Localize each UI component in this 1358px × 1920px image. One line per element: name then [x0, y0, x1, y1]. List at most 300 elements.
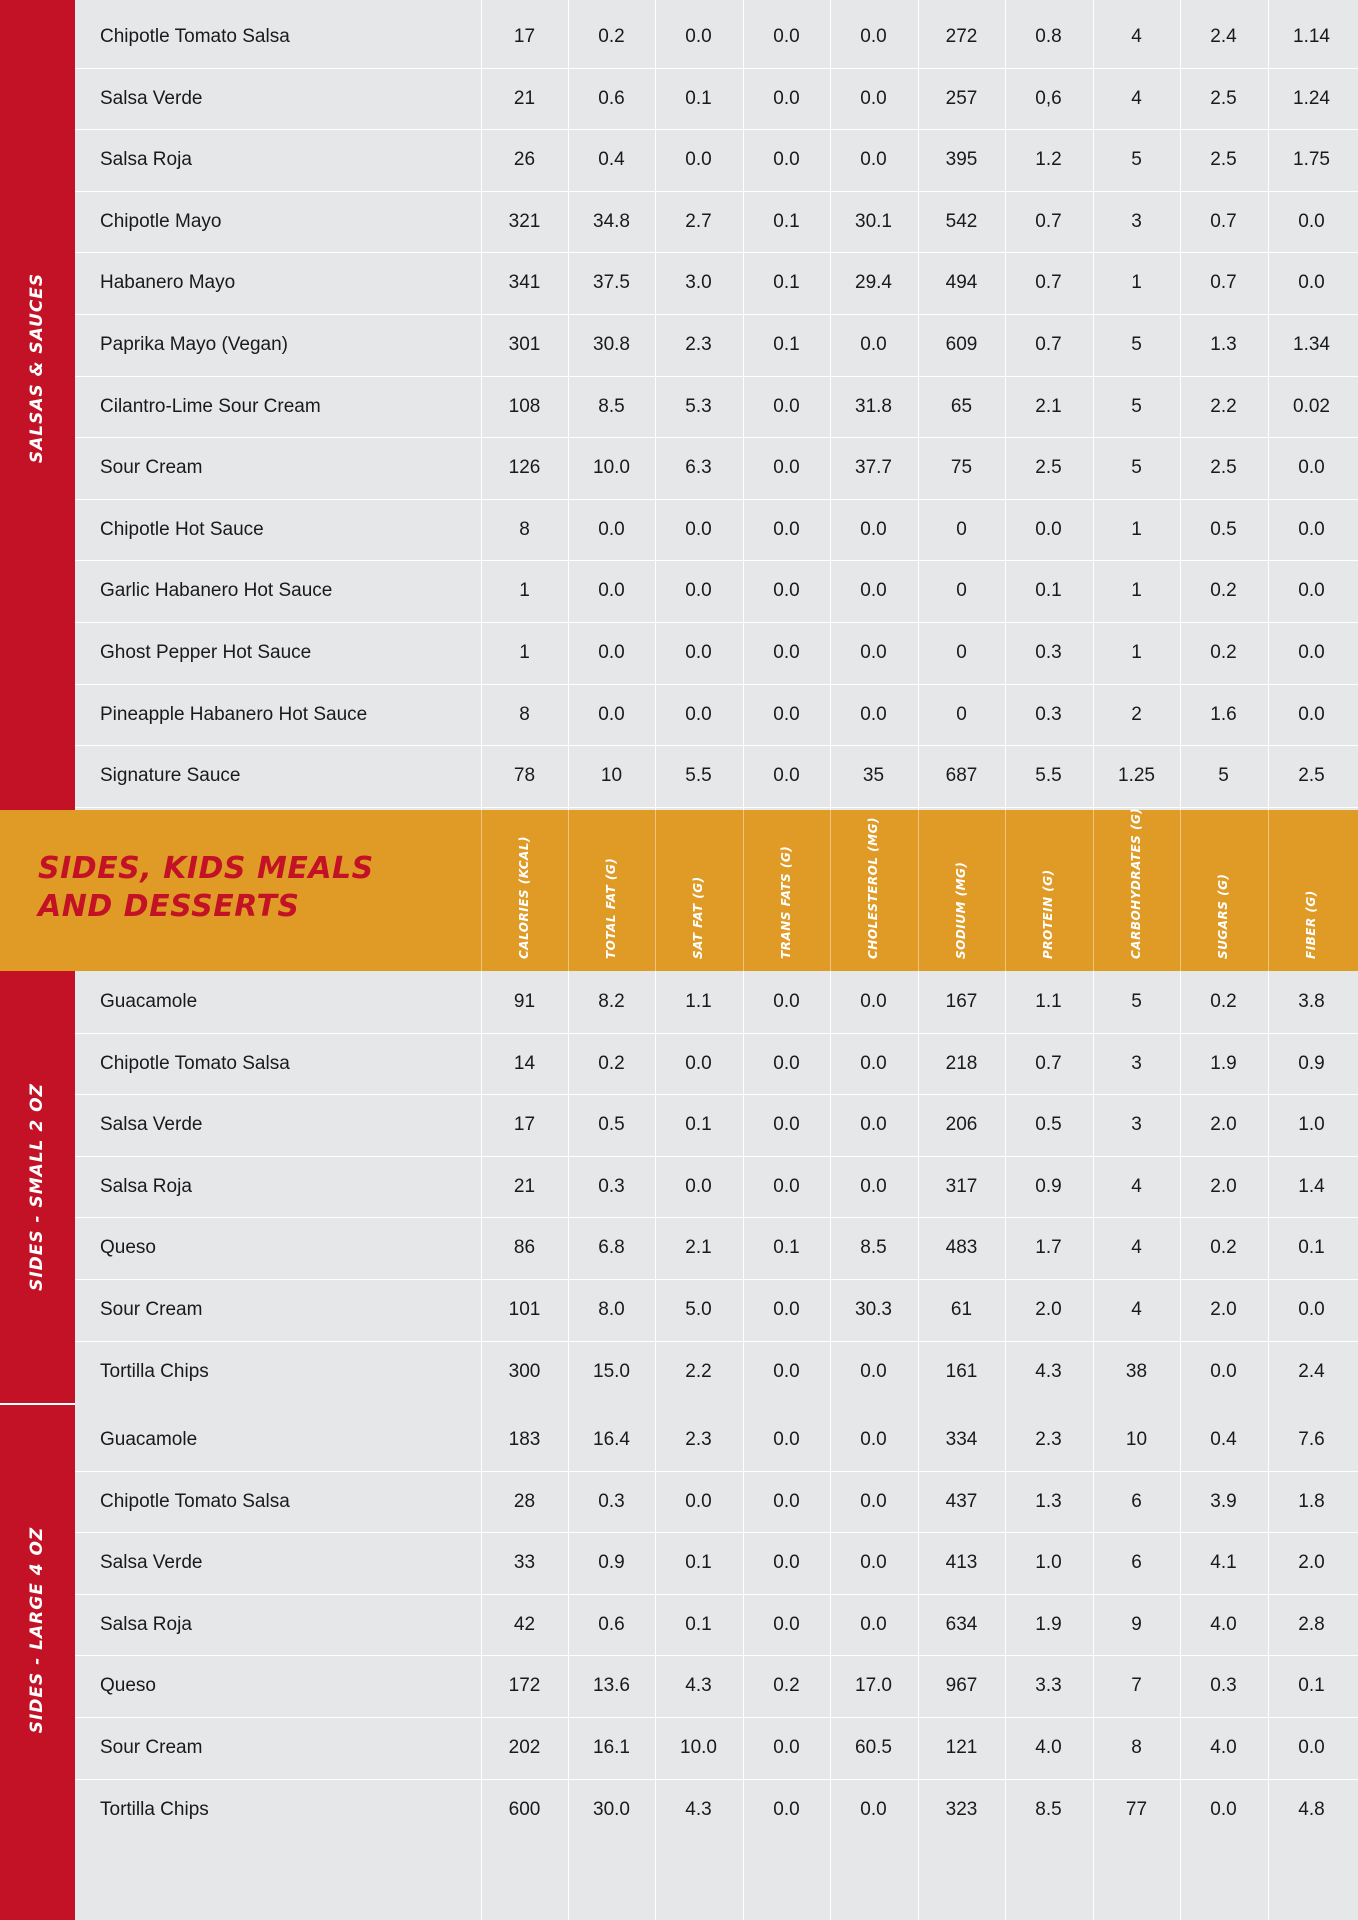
value-cell: 38 [1125, 1360, 1148, 1382]
table-row [75, 1594, 1358, 1655]
table-row [75, 437, 1358, 498]
value-cell: 0.0 [1298, 1737, 1325, 1758]
value-cell: 8 [519, 703, 530, 725]
value-cell: 0.0 [860, 1613, 887, 1635]
item-name: Habanero Mayo [100, 272, 236, 294]
value-cell: 0.2 [1210, 991, 1237, 1012]
value-cell: 413 [945, 1552, 978, 1574]
column-divider [481, 810, 482, 971]
item-name: Guacamole [100, 1429, 198, 1450]
value-cell: 0.0 [773, 457, 800, 479]
value-cell: 0.0 [685, 580, 712, 602]
value-cell: 483 [945, 1237, 978, 1259]
value-cell: 0.02 [1293, 395, 1330, 417]
value-cell: 21 [513, 87, 536, 109]
row-divider [75, 807, 1358, 808]
table-row [75, 68, 1358, 129]
value-cell: 0.0 [860, 642, 887, 663]
value-cell: 1.34 [1293, 334, 1330, 355]
section-separator [0, 1403, 75, 1405]
value-cell: 0.0 [860, 87, 887, 109]
section-header-band [0, 807, 1358, 971]
value-cell: 4.0 [1210, 1737, 1237, 1758]
value-cell: 1.4 [1298, 1175, 1325, 1197]
value-cell: 4.1 [1210, 1552, 1237, 1574]
item-name: Sour Cream [100, 1299, 203, 1320]
value-cell: 0.0 [773, 1052, 800, 1074]
value-cell: 0.1 [773, 334, 800, 355]
value-cell: 0.1 [1035, 580, 1062, 602]
value-cell: 5.5 [1035, 765, 1062, 787]
value-cell: 14 [513, 1052, 536, 1074]
value-cell: 0.1 [773, 210, 800, 232]
value-cell: 7 [1131, 1675, 1142, 1697]
value-cell: 16.1 [593, 1737, 630, 1758]
value-cell: 17 [513, 26, 536, 47]
value-cell: 3.9 [1210, 1490, 1237, 1512]
value-cell: 1.3 [1210, 334, 1237, 355]
value-cell: 5.5 [685, 765, 712, 787]
value-cell: 0.1 [1298, 1675, 1325, 1697]
value-cell: 30.1 [855, 210, 892, 232]
column-header: PROTEIN (G) [1040, 869, 1055, 959]
value-cell: 3.3 [1035, 1675, 1062, 1697]
value-cell: 0.0 [860, 1429, 887, 1450]
value-cell: 0.0 [860, 149, 887, 171]
value-cell: 0.6 [598, 1613, 625, 1635]
table-row [75, 129, 1358, 190]
value-cell: 257 [945, 87, 978, 109]
value-cell: 30.3 [855, 1299, 892, 1320]
value-cell: 1.7 [1035, 1237, 1062, 1259]
value-cell: 4 [1131, 26, 1142, 47]
value-cell: 0.0 [773, 1737, 800, 1758]
value-cell: 2.2 [1210, 395, 1237, 417]
value-cell: 5 [1218, 765, 1229, 787]
value-cell: 0.0 [685, 149, 712, 171]
value-cell: 2.0 [1210, 1175, 1237, 1197]
value-cell: 0.9 [1035, 1175, 1062, 1197]
value-cell: 0.7 [1035, 210, 1062, 232]
value-cell: 65 [950, 395, 973, 417]
value-cell: 61 [950, 1299, 973, 1320]
value-cell: 272 [945, 26, 978, 47]
value-cell: 28 [513, 1490, 536, 1512]
table-row [75, 745, 1358, 806]
value-cell: 5 [1131, 395, 1142, 417]
value-cell: 0.0 [773, 765, 800, 787]
value-cell: 10 [1125, 1429, 1148, 1450]
value-cell: 16.4 [593, 1429, 630, 1450]
value-cell: 167 [945, 991, 978, 1012]
value-cell: 0 [956, 580, 967, 602]
value-cell: 0.6 [598, 87, 625, 109]
value-cell: 2.0 [1298, 1552, 1325, 1574]
value-cell: 0,6 [1035, 87, 1062, 109]
item-name: Ghost Pepper Hot Sauce [100, 642, 312, 663]
value-cell: 321 [508, 210, 541, 232]
value-cell: 0.2 [1210, 580, 1237, 602]
value-cell: 3 [1131, 1114, 1142, 1136]
table-row [75, 1094, 1358, 1155]
table-row [75, 1532, 1358, 1593]
value-cell: 0.0 [685, 1490, 712, 1512]
section-title: SIDES, KIDS MEALS AND DESSERTS [38, 851, 374, 924]
value-cell: 42 [513, 1613, 536, 1635]
column-header: CARBOHYDRATES (G) [1128, 807, 1143, 959]
value-cell: 2.1 [1035, 395, 1062, 417]
value-cell: 1.3 [1035, 1490, 1062, 1512]
value-cell: 5.3 [685, 395, 712, 417]
table-row [75, 560, 1358, 621]
value-cell: 0.0 [1298, 642, 1325, 663]
value-cell: 8.5 [860, 1237, 887, 1259]
table-row [75, 1409, 1358, 1470]
value-cell: 2.0 [1035, 1299, 1062, 1320]
value-cell: 206 [945, 1114, 978, 1136]
value-cell: 2.4 [1298, 1360, 1325, 1382]
value-cell: 4.3 [685, 1798, 712, 1820]
value-cell: 202 [508, 1737, 541, 1758]
value-cell: 0.0 [685, 703, 712, 725]
value-cell: 0.0 [773, 87, 800, 109]
value-cell: 1 [1131, 642, 1142, 663]
item-name: Salsa Verde [100, 1552, 203, 1574]
table-row [75, 1156, 1358, 1217]
value-cell: 5.0 [685, 1299, 712, 1320]
value-cell: 2.3 [685, 334, 712, 355]
value-cell: 0.3 [598, 1490, 625, 1512]
value-cell: 37.7 [855, 457, 892, 479]
item-name: Chipotle Hot Sauce [100, 518, 264, 540]
value-cell: 21 [513, 1175, 536, 1197]
value-cell: 1 [1131, 580, 1142, 602]
value-cell: 0.7 [1035, 334, 1062, 355]
table-row [75, 1717, 1358, 1778]
table-row [75, 1217, 1358, 1278]
value-cell: 37.5 [593, 272, 630, 294]
column-header: CALORIES (KCAL) [516, 836, 531, 959]
value-cell: 0.2 [1210, 642, 1237, 663]
value-cell: 2.5 [1210, 87, 1237, 109]
value-cell: 0.0 [1210, 1360, 1237, 1382]
value-cell: 0.0 [773, 1299, 800, 1320]
column-header: TRANS FATS (G) [778, 845, 793, 959]
value-cell: 31.8 [855, 395, 892, 417]
value-cell: 1 [519, 642, 530, 663]
value-cell: 8.5 [598, 395, 625, 417]
value-cell: 5 [1131, 457, 1142, 479]
value-cell: 4.8 [1298, 1798, 1325, 1820]
value-cell: 0.1 [685, 87, 712, 109]
value-cell: 78 [513, 765, 536, 787]
value-cell: 0.3 [1035, 703, 1062, 725]
value-cell: 0.2 [598, 26, 625, 47]
section-label: SIDES - SMALL 2 OZ [27, 1083, 47, 1291]
value-cell: 0.0 [598, 518, 625, 540]
item-name: Salsa Roja [100, 1613, 192, 1635]
table-row [75, 1279, 1358, 1340]
value-cell: 2.3 [685, 1429, 712, 1450]
value-cell: 0.0 [1298, 1299, 1325, 1320]
value-cell: 218 [945, 1052, 978, 1074]
item-name: Salsa Roja [100, 149, 192, 171]
value-cell: 0.3 [1035, 642, 1062, 663]
value-cell: 1 [1131, 272, 1142, 294]
value-cell: 0.0 [860, 518, 887, 540]
value-cell: 0 [956, 642, 967, 663]
value-cell: 0.3 [598, 1175, 625, 1197]
column-divider [830, 810, 831, 971]
value-cell: 3 [1131, 210, 1142, 232]
value-cell: 2.1 [685, 1237, 712, 1259]
item-name: Queso [100, 1675, 156, 1697]
value-cell: 0.3 [1210, 1675, 1237, 1697]
value-cell: 0.0 [1298, 518, 1325, 540]
value-cell: 0.0 [598, 703, 625, 725]
value-cell: 1.14 [1293, 26, 1330, 47]
table-row [75, 6, 1358, 67]
value-cell: 0.1 [773, 1237, 800, 1259]
value-cell: 0.0 [685, 1052, 712, 1074]
value-cell: 17.0 [855, 1675, 892, 1697]
value-cell: 6 [1131, 1490, 1142, 1512]
table-row [75, 1779, 1358, 1840]
value-cell: 4 [1131, 1237, 1142, 1259]
value-cell: 0.2 [598, 1052, 625, 1074]
value-cell: 10 [600, 765, 623, 787]
value-cell: 2.2 [685, 1360, 712, 1382]
table-row [75, 622, 1358, 683]
value-cell: 323 [945, 1798, 978, 1820]
value-cell: 2.0 [1210, 1299, 1237, 1320]
table-row [75, 376, 1358, 437]
value-cell: 0.1 [685, 1552, 712, 1574]
value-cell: 1.9 [1035, 1613, 1062, 1635]
value-cell: 0.0 [773, 703, 800, 725]
value-cell: 0.9 [1298, 1052, 1325, 1074]
value-cell: 0.0 [685, 26, 712, 47]
item-name: Paprika Mayo (Vegan) [100, 334, 288, 355]
item-name: Signature Sauce [100, 765, 241, 787]
value-cell: 5 [1131, 149, 1142, 171]
value-cell: 8.0 [598, 1299, 625, 1320]
value-cell: 4.0 [1210, 1613, 1237, 1635]
value-cell: 0.0 [1298, 580, 1325, 602]
column-divider [1005, 810, 1006, 971]
value-cell: 0.0 [1298, 457, 1325, 479]
value-cell: 6 [1131, 1552, 1142, 1574]
value-cell: 0.0 [1298, 210, 1325, 232]
item-name: Salsa Roja [100, 1175, 192, 1197]
value-cell: 0.4 [1210, 1429, 1237, 1450]
value-cell: 967 [945, 1675, 978, 1697]
value-cell: 1.8 [1298, 1490, 1325, 1512]
value-cell: 0.8 [1035, 26, 1062, 47]
value-cell: 0.9 [598, 1552, 625, 1574]
value-cell: 0.0 [598, 642, 625, 663]
item-name: Cilantro-Lime Sour Cream [100, 395, 321, 417]
column-divider [1268, 810, 1269, 971]
column-divider [743, 810, 744, 971]
value-cell: 0.0 [860, 991, 887, 1012]
value-cell: 34.8 [593, 210, 630, 232]
value-cell: 0.7 [1035, 1052, 1062, 1074]
value-cell: 1.1 [1035, 991, 1062, 1012]
section-label: SIDES - LARGE 4 OZ [27, 1526, 47, 1734]
table-row [75, 1341, 1358, 1402]
value-cell: 0.0 [860, 1114, 887, 1136]
column-header: CHOLESTEROL (MG) [865, 817, 880, 959]
value-cell: 1.75 [1293, 149, 1330, 171]
value-cell: 0.0 [860, 334, 887, 355]
value-cell: 77 [1125, 1798, 1148, 1820]
value-cell: 0 [956, 518, 967, 540]
value-cell: 334 [945, 1429, 978, 1450]
value-cell: 1.1 [685, 991, 712, 1012]
value-cell: 687 [945, 765, 978, 787]
column-header: FIBER (G) [1303, 890, 1318, 959]
value-cell: 0.0 [773, 1798, 800, 1820]
value-cell: 600 [508, 1798, 541, 1820]
item-name: Sour Cream [100, 1737, 203, 1758]
table-row [75, 684, 1358, 745]
item-name: Guacamole [100, 991, 198, 1012]
value-cell: 3.8 [1298, 991, 1325, 1012]
value-cell: 0.0 [773, 1552, 800, 1574]
value-cell: 0.0 [685, 1175, 712, 1197]
value-cell: 0.1 [685, 1114, 712, 1136]
value-cell: 0.7 [1210, 210, 1237, 232]
value-cell: 4 [1131, 1299, 1142, 1320]
value-cell: 161 [945, 1360, 978, 1382]
column-header: SODIUM (MG) [953, 861, 968, 959]
value-cell: 183 [508, 1429, 541, 1450]
value-cell: 17 [513, 1114, 536, 1136]
value-cell: 172 [508, 1675, 541, 1697]
value-cell: 5 [1131, 334, 1142, 355]
value-cell: 26 [513, 149, 536, 171]
value-cell: 9 [1131, 1613, 1142, 1635]
value-cell: 0.0 [860, 1052, 887, 1074]
value-cell: 0.0 [860, 1490, 887, 1512]
value-cell: 0.0 [773, 642, 800, 663]
value-cell: 2.4 [1210, 26, 1237, 47]
value-cell: 0.0 [860, 1360, 887, 1382]
table-row [75, 499, 1358, 560]
item-name: Tortilla Chips [100, 1360, 209, 1382]
column-header: SAT FAT (G) [690, 876, 705, 959]
value-cell: 1.24 [1293, 87, 1330, 109]
column-header: TOTAL FAT (G) [603, 857, 618, 959]
item-name: Sour Cream [100, 457, 203, 479]
value-cell: 2.7 [685, 210, 712, 232]
value-cell: 0.0 [773, 395, 800, 417]
value-cell: 0.0 [598, 580, 625, 602]
value-cell: 1.0 [1298, 1114, 1325, 1136]
value-cell: 0.0 [1298, 703, 1325, 725]
value-cell: 0.0 [1298, 272, 1325, 294]
value-cell: 301 [508, 334, 541, 355]
item-name: Pineapple Habanero Hot Sauce [100, 703, 368, 725]
value-cell: 3 [1131, 1052, 1142, 1074]
value-cell: 0.1 [773, 272, 800, 294]
column-divider [568, 810, 569, 971]
value-cell: 2.5 [1210, 457, 1237, 479]
value-cell: 13.6 [593, 1675, 630, 1697]
value-cell: 0.5 [598, 1114, 625, 1136]
value-cell: 8.2 [598, 991, 625, 1012]
value-cell: 0.2 [1210, 1237, 1237, 1259]
value-cell: 0.7 [1035, 272, 1062, 294]
value-cell: 0.0 [773, 1360, 800, 1382]
value-cell: 2.5 [1210, 149, 1237, 171]
value-cell: 0.0 [773, 991, 800, 1012]
value-cell: 2.5 [1035, 457, 1062, 479]
column-header: SUGARS (G) [1215, 873, 1230, 959]
value-cell: 0.0 [860, 1552, 887, 1574]
value-cell: 1.6 [1210, 703, 1237, 725]
value-cell: 0.1 [685, 1613, 712, 1635]
value-cell: 0.0 [685, 642, 712, 663]
item-name: Queso [100, 1237, 156, 1259]
value-cell: 10.0 [593, 457, 630, 479]
value-cell: 0.0 [1035, 518, 1062, 540]
value-cell: 2.3 [1035, 1429, 1062, 1450]
value-cell: 5 [1131, 991, 1142, 1012]
value-cell: 395 [945, 149, 978, 171]
value-cell: 0.0 [860, 1175, 887, 1197]
value-cell: 2 [1131, 703, 1142, 725]
item-name: Chipotle Tomato Salsa [100, 26, 290, 47]
table-row [75, 971, 1358, 1032]
item-name: Chipotle Tomato Salsa [100, 1052, 290, 1074]
table-row [75, 1471, 1358, 1532]
value-cell: 8 [519, 518, 530, 540]
value-cell: 1.9 [1210, 1052, 1237, 1074]
value-cell: 6.8 [598, 1237, 625, 1259]
table-row [75, 314, 1358, 375]
value-cell: 29.4 [855, 272, 892, 294]
item-name: Chipotle Tomato Salsa [100, 1490, 290, 1512]
value-cell: 2.8 [1298, 1613, 1325, 1635]
table-row [75, 191, 1358, 252]
value-cell: 6.3 [685, 457, 712, 479]
value-cell: 494 [945, 272, 978, 294]
value-cell: 1.2 [1035, 149, 1062, 171]
value-cell: 30.0 [593, 1798, 630, 1820]
item-name: Tortilla Chips [100, 1798, 209, 1820]
item-name: Salsa Verde [100, 1114, 203, 1136]
value-cell: 15.0 [593, 1360, 630, 1382]
value-cell: 0.0 [773, 518, 800, 540]
value-cell: 0.0 [860, 703, 887, 725]
value-cell: 0.0 [1210, 1798, 1237, 1820]
value-cell: 2.5 [1298, 765, 1325, 787]
value-cell: 0.7 [1210, 272, 1237, 294]
value-cell: 0 [956, 703, 967, 725]
value-cell: 0.4 [598, 149, 625, 171]
value-cell: 75 [950, 457, 973, 479]
table-row [75, 1033, 1358, 1094]
column-divider [1093, 810, 1094, 971]
value-cell: 0.0 [860, 580, 887, 602]
value-cell: 609 [945, 334, 978, 355]
value-cell: 0.2 [773, 1675, 800, 1697]
value-cell: 0.0 [773, 580, 800, 602]
value-cell: 300 [508, 1360, 541, 1382]
value-cell: 8.5 [1035, 1798, 1062, 1820]
